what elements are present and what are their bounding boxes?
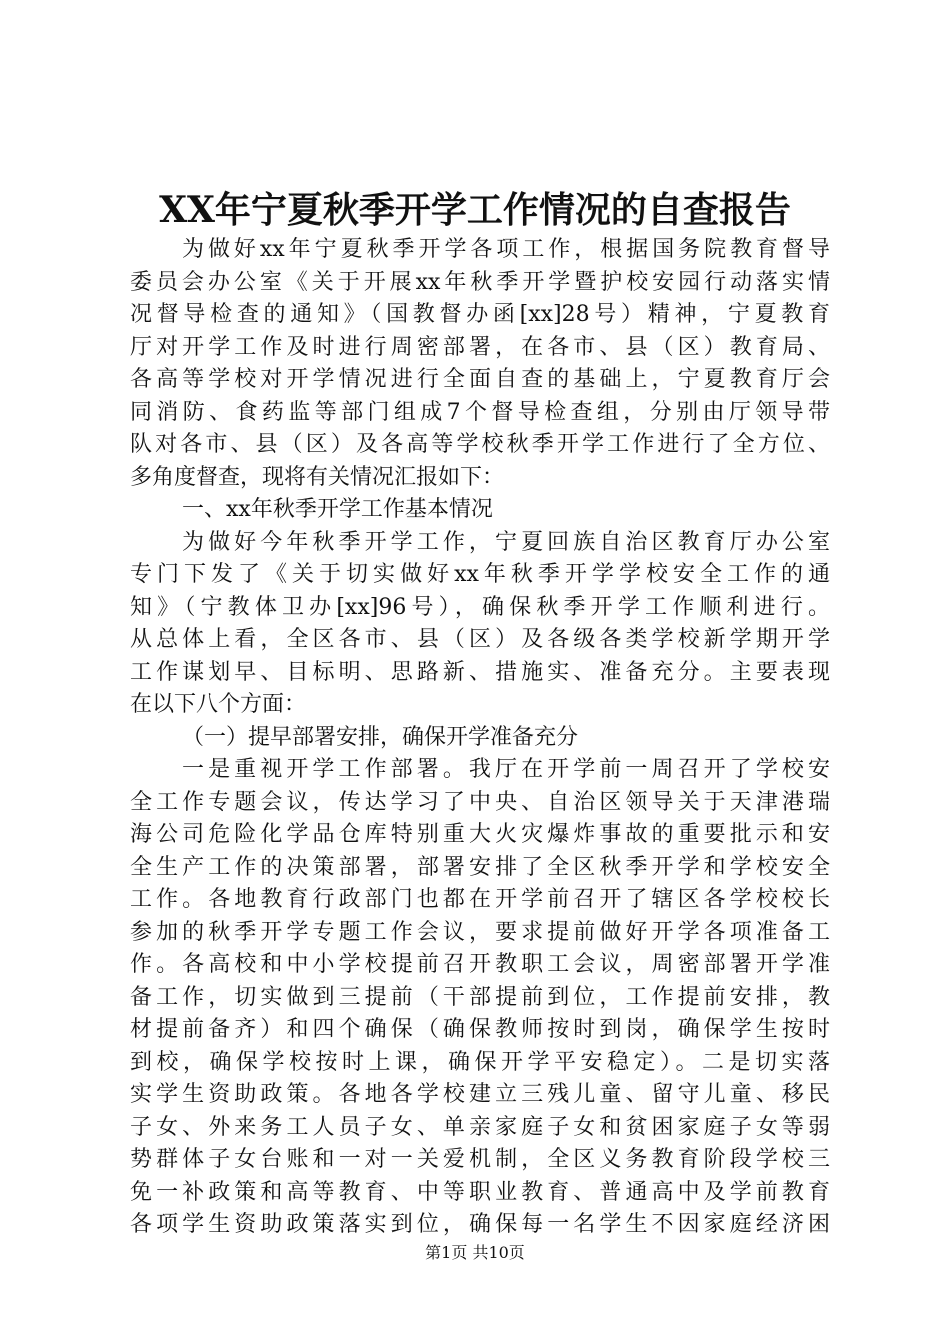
text-line: 一是重视开学工作部署。我厅在开学前一周召开了学校安 [182, 757, 830, 782]
text-line: 各高等学校对开学情况进行全面自查的基础上，宁夏教育厅会 [130, 367, 830, 392]
text-line: 为做好xx年宁夏秋季开学各项工作，根据国务院教育督导 [182, 237, 830, 262]
text-line: （一）提早部署安排，确保开学准备充分 [182, 724, 579, 750]
text-line: 备工作，切实做到三提前（干部提前到位，工作提前安排，教 [130, 984, 830, 1010]
text-line: 免一补政策和高等教育、中等职业教育、普通高中及学前教育 [130, 1179, 830, 1205]
text-line: 委员会办公室《关于开展xx年秋季开学暨护校安园行动落实情 [130, 269, 830, 295]
text-line: 专门下发了《关于切实做好xx年秋季开学学校安全工作的通 [130, 562, 830, 587]
text-line: 况督导检查的通知》（国教督办函[xx]28号）精神，宁夏教育 [130, 302, 830, 327]
text-line: 全工作专题会议，传达学习了中央、自治区领导关于天津港瑞 [130, 789, 830, 815]
text-line: 厅对开学工作及时进行周密部署，在各市、县（区）教育局、 [130, 334, 830, 360]
text-line: 各项学生资助政策落实到位，确保每一名学生不因家庭经济困 [130, 1212, 830, 1237]
page-footer: 第1页 共10页 [425, 1243, 525, 1262]
text-line: 子女、外来务工人员子女、单亲家庭子女和贫困家庭子女等弱 [130, 1114, 830, 1140]
document-body [130, 234, 830, 1242]
text-line: 多角度督查，现将有关情况汇报如下： [130, 464, 505, 490]
text-line: 全生产工作的决策部署，部署安排了全区秋季开学和学校安全 [130, 854, 830, 880]
document-title: XX年宁夏秋季开学工作情况的自查报告 [159, 189, 791, 231]
text-line: 势群体子女台账和一对一关爱机制，全区义务教育阶段学校三 [130, 1147, 830, 1172]
text-line: 在以下八个方面： [130, 692, 307, 717]
text-line: 到校，确保学校按时上课，确保开学平安稳定）。二是切实落 [130, 1049, 830, 1075]
text-line: 队对各市、县（区）及各高等学校秋季开学工作进行了全方位、 [130, 432, 830, 457]
text-line: 从总体上看，全区各市、县（区）及各级各类学校新学期开学 [130, 627, 830, 652]
text-line: 海公司危险化学品仓库特别重大火灾爆炸事故的重要批示和安 [130, 822, 830, 847]
text-line: 实学生资助政策。各地各学校建立三残儿童、留守儿童、移民 [130, 1082, 830, 1107]
text-line: 知》（宁教体卫办[xx]96号），确保秋季开学工作顺利进行。 [130, 594, 830, 620]
text-line: 工作。各地教育行政部门也都在开学前召开了辖区各学校校长 [130, 887, 830, 912]
text-line: 参加的秋季开学专题工作会议，要求提前做好开学各项准备工 [130, 919, 830, 945]
text-line: 一、xx年秋季开学工作基本情况 [182, 497, 493, 522]
text-line: 工作谋划早、目标明、思路新、措施实、准备充分。主要表现 [130, 659, 830, 685]
text-line: 作。各高校和中小学校提前召开教职工会议，周密部署开学准 [130, 952, 830, 977]
text-line: 同消防、食药监等部门组成7个督导检查组，分别由厅领导带 [130, 399, 830, 425]
text-line: 为做好今年秋季开学工作，宁夏回族自治区教育厅办公室 [182, 529, 830, 555]
text-line: 材提前备齐）和四个确保（确保教师按时到岗，确保学生按时 [130, 1017, 830, 1042]
